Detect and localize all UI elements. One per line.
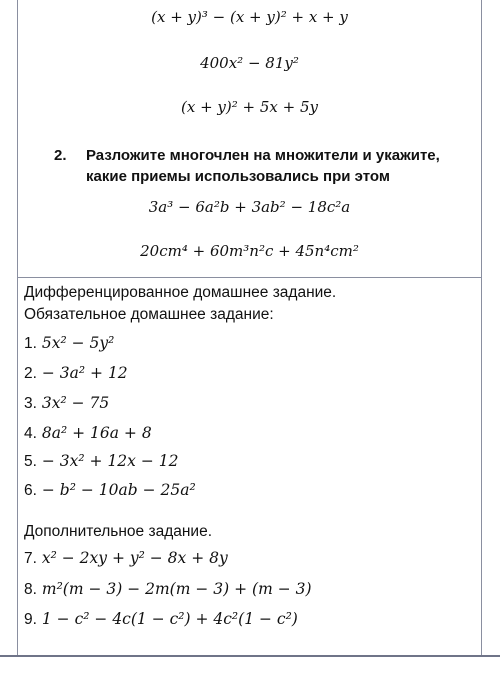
item-label: 4. [24, 425, 37, 442]
homework-item-4 [24, 424, 152, 443]
task-2-expression-2: 20cm⁴ + 60m³n²c + 45n⁴cm² [140, 242, 359, 260]
homework-item-3 [24, 394, 109, 413]
task-text-line-1: Разложите многочлен на множители и укажите, [86, 147, 440, 164]
extra-item-9 [24, 610, 298, 629]
extra-title: Дополнительное задание. [24, 523, 213, 540]
homework-title: Дифференцированное домашнее задание. [24, 284, 337, 301]
item-expression: 3x² − 75 [41, 394, 110, 412]
table-row-divider [17, 277, 482, 278]
extra-item-8 [24, 580, 312, 599]
item-expression: − b² − 10ab − 25a² [41, 481, 196, 499]
homework-item-6 [24, 481, 196, 500]
expression-2: 400x² − 81y² [200, 54, 299, 72]
task-text [86, 145, 500, 187]
item-label: 1. [24, 335, 37, 352]
extra-item-7 [24, 549, 228, 568]
item-expression: 1 − c² − 4c(1 − c²) + 4c²(1 − c²) [41, 610, 298, 628]
mandatory-title: Обязательное домашнее задание: [24, 306, 274, 323]
expression-1: (x + y)³ − (x + y)² + x + y [151, 8, 348, 26]
item-expression: m²(m − 3) − 2m(m − 3) + (m − 3) [41, 580, 312, 598]
task-number: 2. [54, 147, 67, 164]
task-text-line-2: какие приемы использовались при этом [86, 168, 390, 185]
homework-item-1 [24, 334, 114, 353]
item-label: 9. [24, 611, 37, 628]
item-expression: 5x² − 5y² [41, 334, 115, 352]
task-2-expression-1: 3a³ − 6a²b + 3ab² − 18c²a [148, 198, 351, 216]
item-label: 6. [24, 482, 37, 499]
table-border-bottom [0, 655, 500, 657]
item-label: 2. [24, 365, 37, 382]
item-label: 3. [24, 395, 37, 412]
item-label: 8. [24, 581, 37, 598]
item-expression: − 3a² + 12 [41, 364, 128, 382]
item-expression: − 3x² + 12x − 12 [41, 452, 179, 470]
expression-3: (x + y)² + 5x + 5y [181, 98, 318, 116]
item-label: 7. [24, 550, 37, 567]
homework-item-2 [24, 364, 128, 383]
item-expression: x² − 2xy + y² − 8x + 8y [41, 549, 228, 567]
item-expression: 8a² + 16a + 8 [41, 424, 152, 442]
homework-item-5 [24, 452, 178, 471]
item-label: 5. [24, 453, 37, 470]
